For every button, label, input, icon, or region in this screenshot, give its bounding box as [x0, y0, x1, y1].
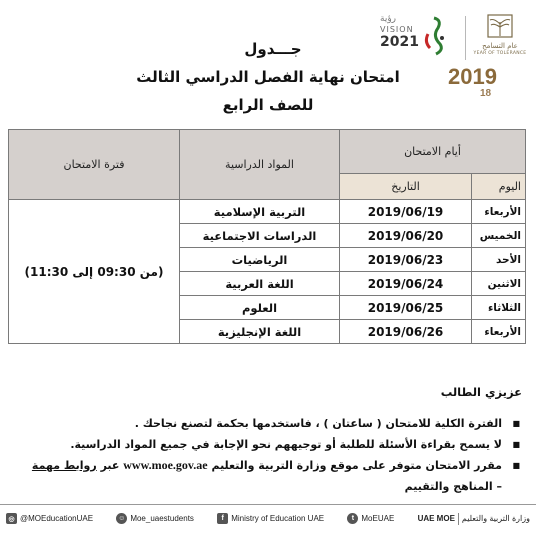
row-date: 2019/06/20: [340, 224, 472, 248]
note-item: [24, 413, 524, 434]
row-date: 2019/06/19: [340, 200, 472, 224]
row-day: الأحد: [472, 248, 526, 272]
vision-arabic: رؤية: [380, 14, 397, 24]
table-header-row: [9, 130, 526, 174]
tolerance-logo-arabic: عام التسامح: [482, 42, 518, 50]
row-date: 2019/06/24: [340, 272, 472, 296]
twitter-icon: t: [347, 513, 358, 524]
row-subject: الرياضيات: [180, 248, 340, 272]
tolerance-logo-english: YEAR OF TOLERANCE: [473, 51, 527, 56]
facebook-icon: f: [217, 513, 228, 524]
footer-snapchat-handle: Moe_uaestudents: [130, 514, 194, 523]
row-day: الثلاثاء: [472, 296, 526, 320]
row-day: الاثنين: [472, 272, 526, 296]
social-footer: [0, 504, 536, 532]
student-notes: [24, 385, 524, 497]
row-date: 2019/06/23: [340, 248, 472, 272]
row-date: 2019/06/26: [340, 320, 472, 344]
row-subject: العلوم: [180, 296, 340, 320]
vision-english: VISION: [380, 25, 414, 34]
year-label: 2019: [448, 64, 497, 89]
note-text: الفترة الكلية للامتحان ( ساعتان ) ، فاستخدمها بحكمة لتصنع نجاحك .: [134, 417, 502, 430]
vision-year: 2021: [380, 34, 419, 50]
footer-twitter-handle: MoEUAE: [361, 514, 395, 523]
page-titles: [0, 35, 536, 119]
row-subject: اللغة الإنجليزية: [180, 320, 340, 344]
footer-ministry-arabic: وزارة التربية والتعليم: [461, 514, 530, 523]
row-subject: التربية الإسلامية: [180, 200, 340, 224]
footer-facebook-handle: Ministry of Education UAE: [231, 514, 325, 523]
row-day: الأربعاء: [472, 320, 526, 344]
moe-website-link[interactable]: www.moe.gov.ae: [123, 458, 208, 472]
title-grade: للصف الرابع: [222, 96, 314, 114]
exam-schedule-table: [8, 129, 526, 344]
note-item: [24, 455, 524, 497]
instagram-icon: ◎: [6, 513, 17, 524]
important-links-link[interactable]: روابط مهمة: [31, 459, 97, 472]
note-item: [24, 434, 524, 455]
note-text: – المناهج والتقييم: [404, 480, 502, 493]
row-day: الأربعاء: [472, 200, 526, 224]
row-subject: اللغة العربية: [180, 272, 340, 296]
footer-twitter[interactable]: [347, 513, 394, 524]
header-exam-days: أيام الامتحان: [340, 130, 526, 174]
snapchat-icon: ☺: [118, 515, 126, 522]
title-exam: امتحان نهاية الفصل الدراسي الثالث: [136, 68, 400, 86]
notes-list: [24, 413, 524, 497]
note-text: مقرر الامتحان متوفر على موقع وزارة التربية والتعليم: [211, 459, 502, 472]
footer-facebook[interactable]: [217, 513, 324, 524]
header-exam-period: فترة الامتحان: [9, 130, 180, 200]
header-day: اليوم: [472, 174, 526, 200]
note-text: لا يسمح بقراءة الأسئلة للطلبة أو توجيههم نحو الإجابة في جميع المواد الدراسية.: [70, 438, 502, 451]
exam-period-value: (من 09:30 إلى 11:30): [24, 264, 164, 279]
footer-ministry-english: UAE MOE: [417, 514, 455, 523]
row-date: 2019/06/25: [340, 296, 472, 320]
footer-instagram-handle: @MOEducationUAE: [20, 514, 94, 523]
footer-ministry: [418, 513, 530, 525]
footer-divider: [458, 513, 459, 525]
footer-snapchat[interactable]: [116, 513, 194, 524]
row-day: الخميس: [472, 224, 526, 248]
exam-period-cell: [9, 200, 180, 344]
title-schedule: جـــدول: [244, 40, 302, 58]
table-row: [9, 200, 526, 224]
header-date: التاريخ: [340, 174, 472, 200]
footer-instagram[interactable]: [6, 513, 93, 524]
notes-greeting: عزيزي الطالب: [440, 385, 522, 399]
row-subject: الدراسات الاجتماعية: [180, 224, 340, 248]
note-text: عبر: [100, 459, 120, 472]
header-subjects: المواد الدراسية: [180, 130, 340, 200]
year-sub-label: 18: [480, 88, 492, 99]
